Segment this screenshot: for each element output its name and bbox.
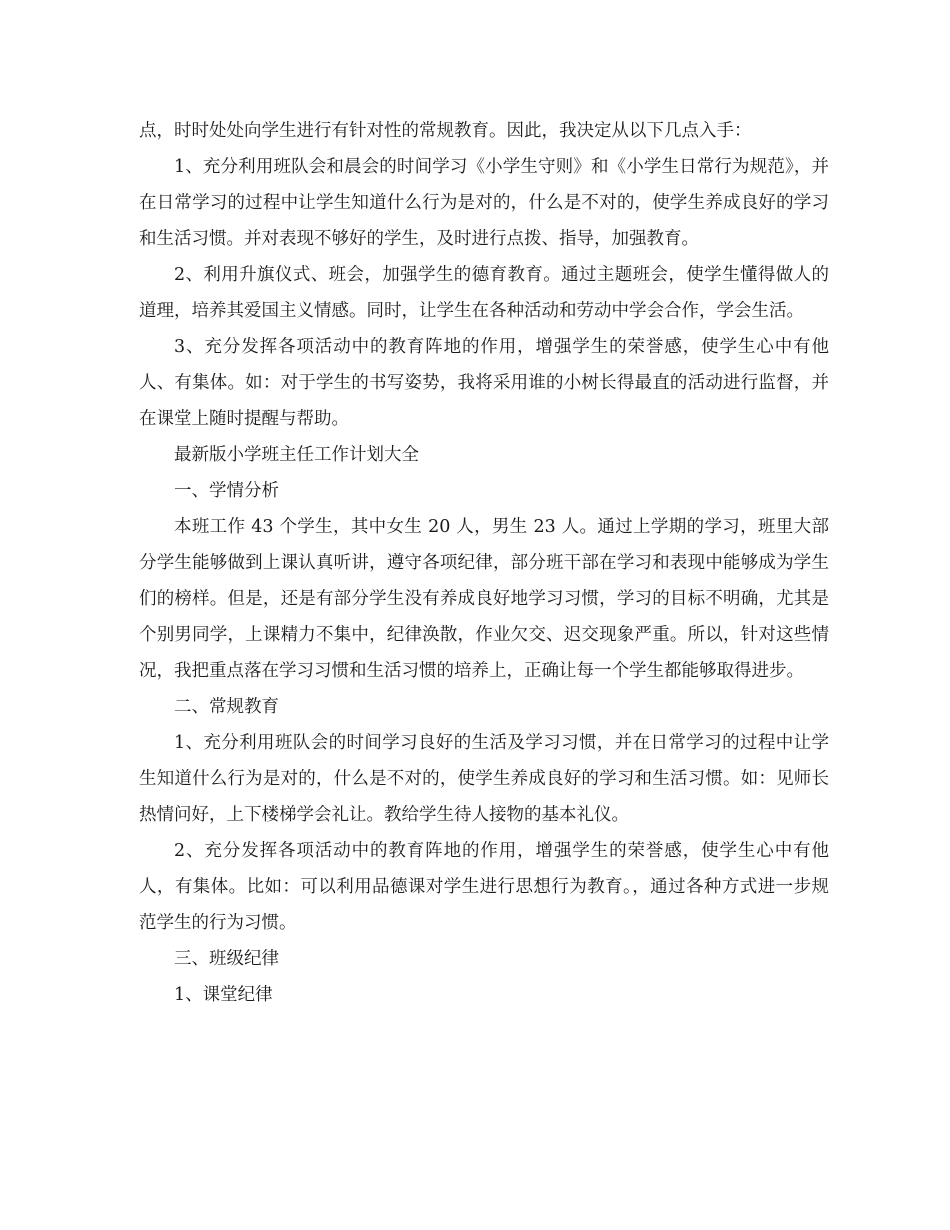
paragraph-item-2: 2、利用升旗仪式、班会，加强学生的德育教育。通过主题班会，使学生懂得做人的道理，培养其爱国主义情感。同时，让学生在各种活动和劳动中学会合作，学会生活。	[139, 265, 829, 321]
section-heading-2: 二、常规教育	[174, 697, 279, 717]
paragraph-intro-continuation: 点，时时处处向学生进行有针对性的常规教育。因此，我决定从以下几点入手：	[139, 121, 752, 141]
subsection-heading-1: 1、课堂纪律	[174, 985, 273, 1005]
paragraph-routine-2: 2、充分发挥各项活动中的教育阵地的作用，增强学生的荣誉感，使学生心中有他人，有集体。比如：可以利用品德课对学生进行思想行为教育。，通过各种方式进一步规范学生的行为习惯。	[139, 841, 829, 933]
document-body	[139, 113, 829, 1013]
paragraph-item-1: 1、充分利用班队会和晨会的时间学习《小学生守则》和《小学生日常行为规范》，并在日常学习的过程中让学生知道什么行为是对的，什么是不对的，使学生养成良好的学习和生活习惯。并对表现不够好的学生，及时进行点拨、指导，加强教育。	[139, 157, 829, 249]
paragraph-item-3: 3、充分发挥各项活动中的教育阵地的作用，增强学生的荣誉感，使学生心中有他人、有集体。如：对于学生的书写姿势，我将采用谁的小树长得最直的活动进行监督，并在课堂上随时提醒与帮助。	[139, 337, 829, 429]
document-title: 最新版小学班主任工作计划大全	[174, 445, 419, 465]
paragraph-analysis: 本班工作 43 个学生，其中女生 20 人，男生 23 人。通过上学期的学习，班里大部分学生能够做到上课认真听讲，遵守各项纪律，部分班干部在学习和表现中能够成为学生们的榜样。但是，还是有部分学生没有养成良好地学习习惯，学习的目标不明确，尤其是个别男同学，上课精力不集中，纪律涣散，作业欠交、迟交现象严重。所以，针对这些情况，我把重点落在学习习惯和生活习惯的培养上，正确让每一个学生都能够取得进步。	[139, 517, 829, 681]
paragraph-routine-1: 1、充分利用班队会的时间学习良好的生活及学习习惯，并在日常学习的过程中让学生知道什么行为是对的，什么是不对的，使学生养成良好的学习和生活习惯。如：见师长热情问好，上下楼梯学会礼让。教给学生待人接物的基本礼仪。	[139, 733, 829, 825]
section-heading-1: 一、学情分析	[174, 481, 279, 501]
section-heading-3: 三、班级纪律	[174, 949, 279, 969]
